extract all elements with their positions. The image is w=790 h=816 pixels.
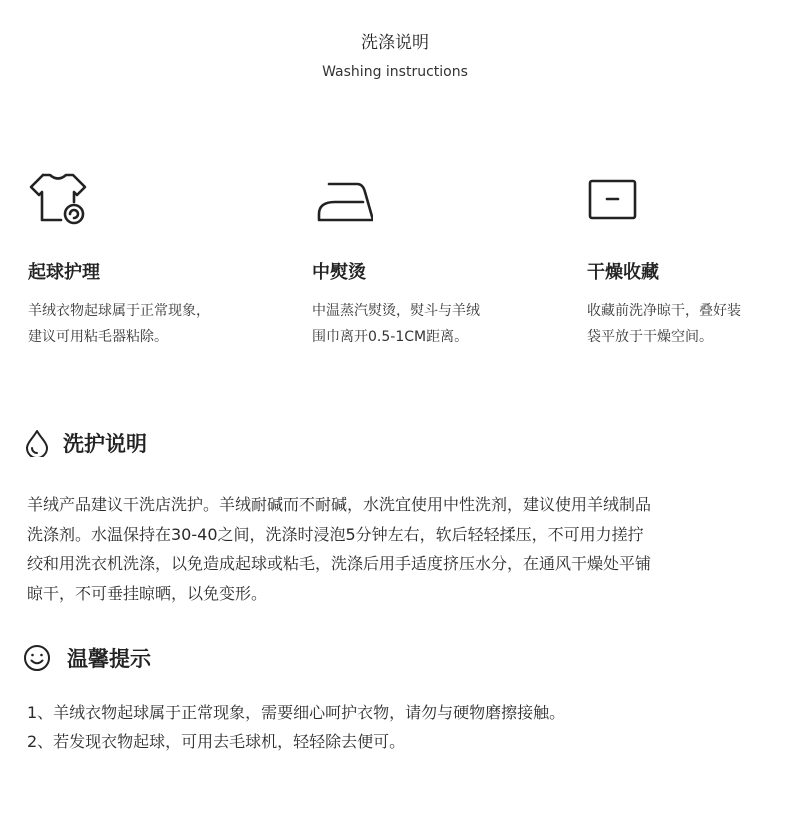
- tshirt-pilling-icon: [28, 170, 88, 230]
- card-text-drying: [587, 298, 790, 350]
- card-title-drying: 干燥收藏: [587, 262, 659, 283]
- tips-section-title: 温馨提示: [67, 647, 151, 671]
- card-text-line: 羊绒衣物起球属于正常现象，: [28, 303, 210, 319]
- card-text-ironing: [312, 298, 552, 350]
- tips-list: [27, 698, 565, 756]
- paragraph-line: 洗涤剂。水温保持在30-40之间，洗涤时浸泡5分钟左右，软后轻轻揉压，不可用力搓拧: [27, 524, 644, 544]
- tip-item: 2、若发现衣物起球，可用去毛球机，轻轻除去便可。: [27, 732, 406, 751]
- water-drop-icon: [23, 429, 51, 457]
- tips-section-header: [23, 643, 151, 673]
- paragraph-line: 晾干，不可垂挂晾晒，以免变形。: [27, 583, 268, 603]
- card-title-pilling: 起球护理: [28, 262, 100, 283]
- tip-item: 1、羊绒衣物起球属于正常现象，需要细心呵护衣物，请勿与硬物磨擦接触。: [27, 703, 566, 722]
- wash-section-title: 洗护说明: [63, 432, 147, 456]
- tumble-dry-icon: [586, 174, 646, 234]
- card-text-line: 袋平放于干燥空间。: [587, 329, 713, 345]
- card-text-line: 收藏前洗净晾干，叠好装: [587, 303, 741, 319]
- card-text-pilling: [28, 298, 268, 350]
- card-title-ironing: 中熨烫: [312, 262, 366, 283]
- paragraph-line: 羊绒产品建议干洗店洗护。羊绒耐碱而不耐碱，水洗宜使用中性洗剂，建议使用羊绒制品: [27, 495, 652, 514]
- wash-instructions-paragraph: [27, 490, 772, 608]
- smile-face-icon: [23, 644, 51, 672]
- card-text-line: 围巾离开0.5-1CM距离。: [312, 329, 469, 345]
- page-subtitle: Washing instructions: [322, 64, 468, 80]
- card-text-line: 建议可用粘毛器粘除。: [28, 329, 168, 345]
- card-text-line: 中温蒸汽熨烫，熨斗与羊绒: [312, 303, 480, 319]
- wash-section-header: [23, 428, 147, 458]
- page-title: 洗涤说明: [361, 33, 429, 53]
- paragraph-line: 绞和用洗衣机洗涤，以免造成起球或粘毛，洗涤后用手适度挤压水分，在通风干燥处平铺: [27, 554, 652, 573]
- iron-icon: [313, 172, 373, 232]
